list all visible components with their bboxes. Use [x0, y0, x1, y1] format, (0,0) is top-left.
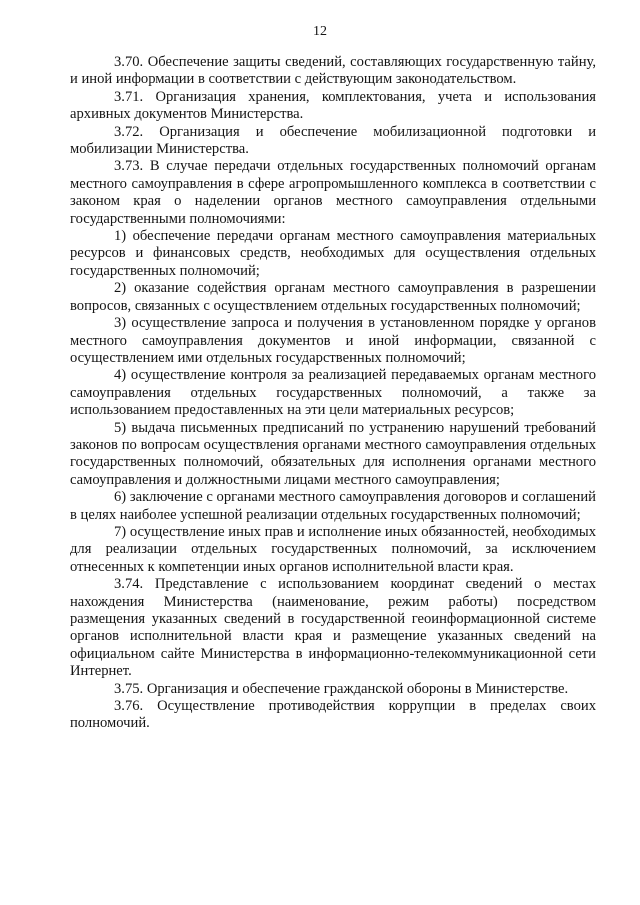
paragraph-3-71: 3.71. Организация хранения, комплектования, учета и использования архивных документов Министерства.: [70, 88, 596, 123]
document-body: [70, 54, 596, 733]
list-item-3: 3) осуществление запроса и получения в установленном порядке у органов местного самоуправления документов и иной информации, связанной с осуществлением ими отдельных государственных полномочий;: [70, 315, 596, 366]
list-item-2: 2) оказание содействия органам местного самоуправления в разрешении вопросов, связанных с осуществлением отдельных государственных полномочий;: [70, 280, 596, 314]
paragraph-3-70: 3.70. Обеспечение защиты сведений, составляющих государственную тайну, и иной информации в соответствии с действующим законодательством.: [70, 54, 596, 88]
paragraph-3-76: 3.76. Осуществление противодействия коррупции в пределах своих полномочий.: [70, 698, 596, 732]
paragraph-3-75: 3.75. Организация и обеспечение гражданской обороны в Министерстве.: [114, 680, 569, 697]
list-item-7: 7) осуществление иных прав и исполнение иных обязанностей, необходимых для реализации отдельных государственных полномочий, за исключением отнесенных к компетенции иных органов исполнительной власти края.: [70, 523, 596, 575]
paragraph-3-74: 3.74. Представление с использованием координат сведений о местах нахождения Министерства (наименование, режим работы) посредством размещения указанных сведений в государственной геоинформационной системе органов исполнительной власти края и размещение указанных сведений на официальном сайте Министерства в информационно-телекоммуникационной сети Интернет.: [70, 576, 596, 680]
list-item-6: 6) заключение с органами местного самоуправления договоров и соглашений в целях наиболее успешной реализации отдельных государственных полномочий;: [70, 489, 596, 523]
paragraph-3-73: 3.73. В случае передачи отдельных государственных полномочий органам местного самоуправления в сфере агропромышленного комплекса в соответствии с законом края о наделении органов местного самоуправления отдельными государственными полномочиями:: [70, 158, 596, 227]
paragraph-3-72: 3.72. Организация и обеспечение мобилизационной подготовки и мобилизации Министерства.: [70, 123, 596, 158]
list-item-1: 1) обеспечение передачи органам местного самоуправления материальных ресурсов и финансовых средств, необходимых для осуществления отдельных государственных полномочий;: [70, 228, 596, 279]
list-item-4: 4) осуществление контроля за реализацией передаваемых органам местного самоуправления отдельных государственных полномочий, а также за использованием предоставленных на эти цели материальных ресурсов;: [70, 367, 596, 419]
list-item-5: 5) выдача письменных предписаний по устранению нарушений требований законов по вопросам осуществления органами местного самоуправления отдельных государственных полномочий, обязательных для исполнения органами местного самоуправления и должностными лицами местного самоуправления;: [70, 419, 596, 488]
page-number: 12: [313, 24, 327, 39]
